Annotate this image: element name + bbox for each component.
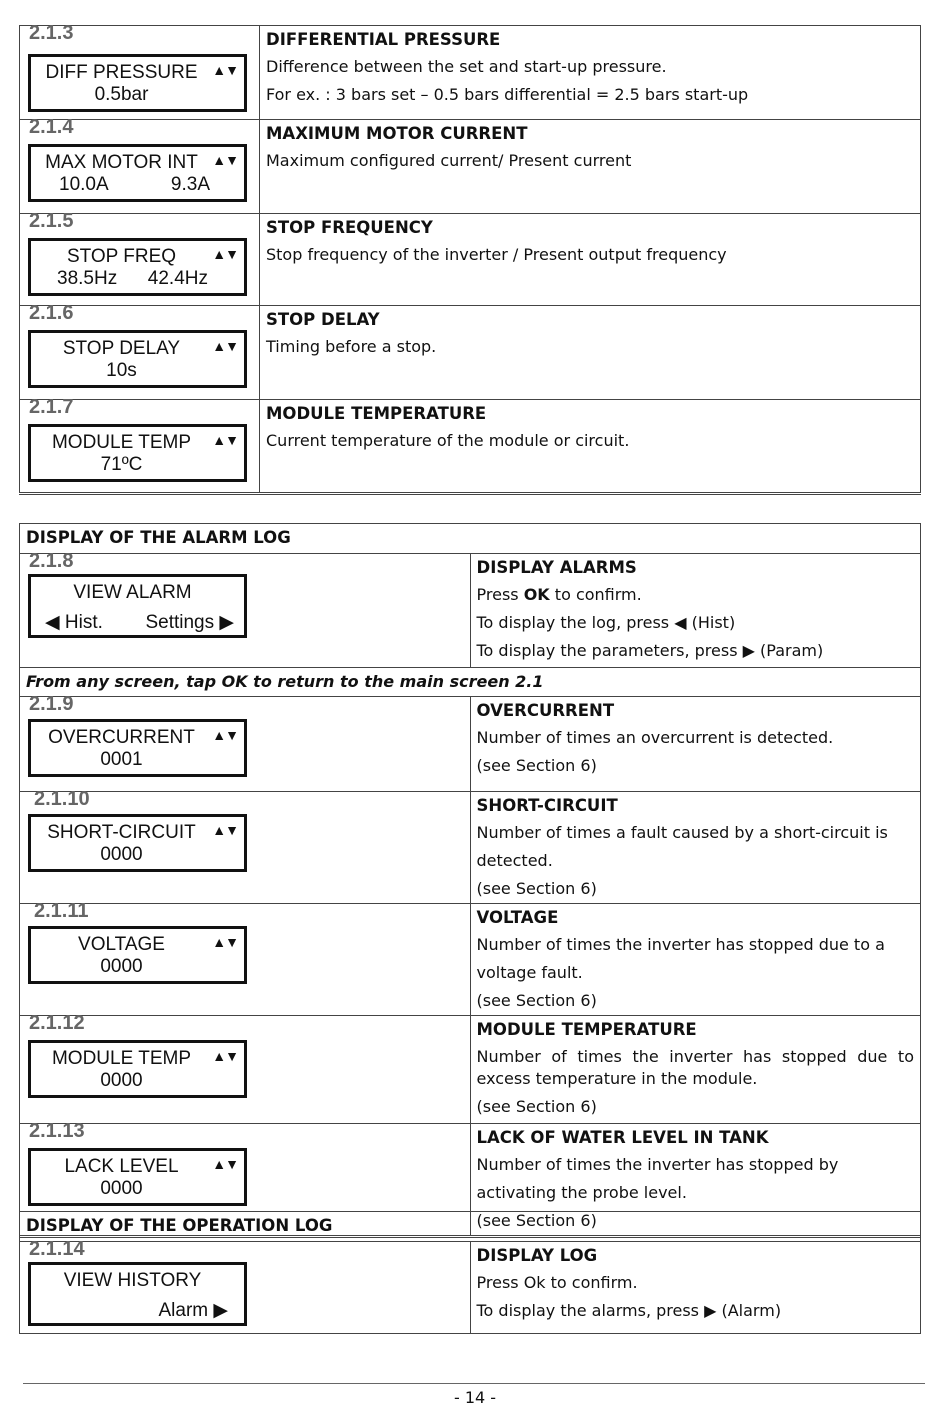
table-row: 2.1.13 LACK LEVEL ▲▼ 0000 LACK OF WATER LEVEL IN TANK Number of times the inverter has stopped by activating the probe level. (see Section 6)	[20, 1124, 921, 1237]
table-row: 2.1.4 MAX MOTOR INT ▲▼ 10.0A 9.3A MAXIMUM MOTOR CURRENT Maximum configured current/ Present current	[20, 120, 921, 214]
screen-number: 2.1.5	[29, 210, 74, 232]
row-title: DIFFERENTIAL PRESSURE	[266, 30, 501, 49]
row-title: LACK OF WATER LEVEL IN TANK	[476, 1128, 769, 1147]
table-row: 2.1.7 MODULE TEMP ▲▼ 71ºC MODULE TEMPERATURE Current temperature of the module or circuit.	[20, 400, 921, 494]
table-row: 2.1.14 VIEW HISTORY Alarm ▶ DISPLAY LOG Press Ok to confirm. To display the alarms, press ▶ (Alarm)	[20, 1242, 921, 1334]
lcd-screen: OVERCURRENT ▲▼ 0001	[28, 719, 247, 777]
row-title: VOLTAGE	[476, 908, 559, 927]
screen-number: 2.1.3	[29, 22, 74, 44]
up-down-arrows-icon: ▲▼	[212, 934, 238, 950]
screen-number: 2.1.11	[34, 900, 89, 922]
up-down-arrows-icon: ▲▼	[212, 727, 238, 743]
table-row: 2.1.8 VIEW ALARM ◀ Hist. Settings ▶ DISPLAY ALARMS Press OK to confirm. To display the log, press ◀ (Hist) To display the parameters, press ▶ (Param)	[20, 554, 921, 668]
row-title: DISPLAY ALARMS	[476, 558, 637, 577]
screen-number: 2.1.14	[29, 1238, 85, 1260]
row-title: DISPLAY LOG	[476, 1246, 598, 1265]
table-row: 2.1.10 SHORT-CIRCUIT ▲▼ 0000 SHORT-CIRCUIT Number of times a fault caused by a short-circuit is detected. (see Section 6)	[20, 792, 921, 904]
table-row: 2.1.5 STOP FREQ ▲▼ 38.5Hz 42.4Hz STOP FREQUENCY Stop frequency of the inverter / Present output frequency	[20, 214, 921, 306]
screen-number: 2.1.6	[29, 302, 74, 324]
lcd-screen: LACK LEVEL ▲▼ 0000	[28, 1148, 247, 1206]
up-down-arrows-icon: ▲▼	[212, 152, 238, 168]
table-row: 2.1.3 DIFF PRESSURE ▲▼ 0.5bar DIFFERENTIAL PRESSURE Difference between the set and start-up pressure. For ex. : 3 bars set – 0.5 bars differential = 2.5 bars start-up	[20, 26, 921, 120]
row-title: SHORT-CIRCUIT	[476, 796, 618, 815]
return-note: From any screen, tap OK to return to the main screen 2.1	[20, 668, 921, 697]
lcd-screen: VIEW HISTORY Alarm ▶	[28, 1262, 247, 1326]
screen-number: 2.1.13	[29, 1120, 85, 1142]
row-title: MAXIMUM MOTOR CURRENT	[266, 124, 528, 143]
screen-number: 2.1.12	[29, 1012, 85, 1034]
section-heading: DISPLAY OF THE ALARM LOG	[20, 524, 921, 554]
row-title: STOP DELAY	[266, 310, 380, 329]
row-title: MODULE TEMPERATURE	[266, 404, 487, 423]
section-heading: DISPLAY OF THE OPERATION LOG	[20, 1212, 921, 1242]
table-row: 2.1.6 STOP DELAY ▲▼ 10s STOP DELAY Timing before a stop.	[20, 306, 921, 400]
footer-divider	[23, 1383, 925, 1384]
row-title: MODULE TEMPERATURE	[476, 1020, 697, 1039]
table-row: 2.1.9 OVERCURRENT ▲▼ 0001 OVERCURRENT Number of times an overcurrent is detected. (see Section 6)	[20, 697, 921, 792]
up-down-arrows-icon: ▲▼	[212, 246, 238, 262]
screen-number: 2.1.8	[29, 550, 74, 572]
lcd-screen: STOP DELAY ▲▼ 10s	[28, 330, 247, 388]
up-down-arrows-icon: ▲▼	[212, 62, 238, 78]
page-number: - 14 -	[453, 1388, 497, 1407]
lcd-screen: MODULE TEMP ▲▼ 0000	[28, 1040, 247, 1098]
screen-number: 2.1.9	[29, 693, 74, 715]
up-down-arrows-icon: ▲▼	[212, 1048, 238, 1064]
row-title: OVERCURRENT	[476, 701, 615, 720]
lcd-screen: VOLTAGE ▲▼ 0000	[28, 926, 247, 984]
up-down-arrows-icon: ▲▼	[212, 822, 238, 838]
lcd-screen: STOP FREQ ▲▼ 38.5Hz 42.4Hz	[28, 238, 247, 296]
table-row: 2.1.12 MODULE TEMP ▲▼ 0000 MODULE TEMPERATURE Number of times the inverter has stopped due to excess temperature in the module. (see Section 6)	[20, 1016, 921, 1124]
lcd-screen: MODULE TEMP ▲▼ 71ºC	[28, 424, 247, 482]
lcd-screen: DIFF PRESSURE ▲▼ 0.5bar	[28, 54, 247, 112]
parameters-table	[19, 22, 921, 495]
table-row: 2.1.11 VOLTAGE ▲▼ 0000 VOLTAGE Number of times the inverter has stopped due to a voltage fault. (see Section 6)	[20, 904, 921, 1016]
row-title: STOP FREQUENCY	[266, 218, 433, 237]
alarm-log-table	[19, 523, 921, 1238]
lcd-screen: VIEW ALARM ◀ Hist. Settings ▶	[28, 574, 247, 638]
lcd-screen: MAX MOTOR INT ▲▼ 10.0A 9.3A	[28, 144, 247, 202]
lcd-screen: SHORT-CIRCUIT ▲▼ 0000	[28, 814, 247, 872]
screen-number: 2.1.10	[34, 788, 90, 810]
screen-number: 2.1.4	[29, 116, 74, 138]
up-down-arrows-icon: ▲▼	[212, 432, 238, 448]
operation-log-table	[19, 1211, 921, 1334]
screen-number: 2.1.7	[29, 396, 74, 418]
up-down-arrows-icon: ▲▼	[212, 1156, 238, 1172]
up-down-arrows-icon: ▲▼	[212, 338, 238, 354]
